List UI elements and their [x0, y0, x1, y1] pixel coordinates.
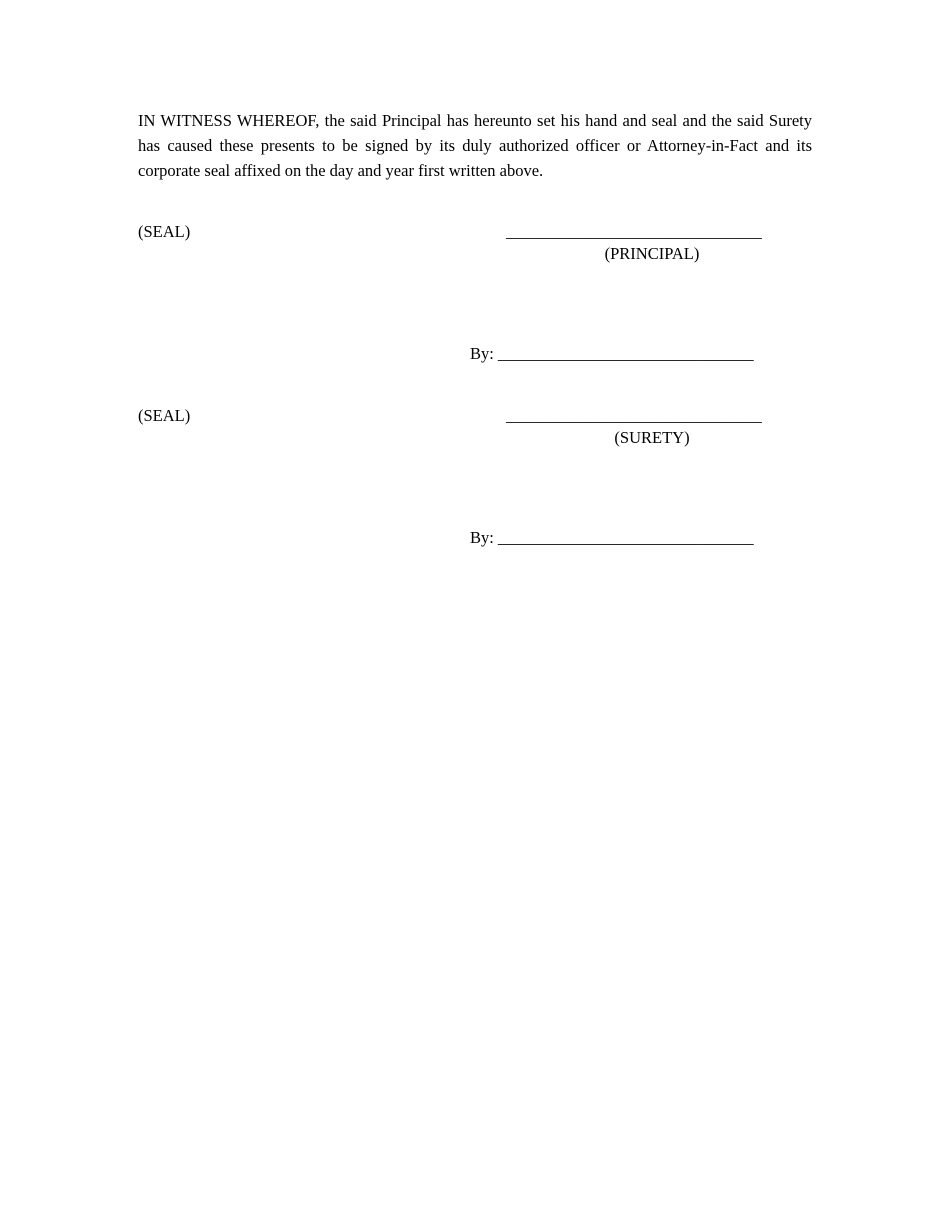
principal-caption: (PRINCIPAL)	[604, 244, 700, 263]
principal-signature-block	[138, 221, 812, 295]
surety-by-block	[138, 527, 812, 553]
principal-seal-label: (SEAL)	[138, 222, 191, 241]
surety-by-rule[interactable]: _______________________________	[497, 528, 754, 547]
surety-seal-label: (SEAL)	[138, 406, 191, 425]
principal-signature-area	[506, 221, 812, 265]
principal-by-line	[470, 343, 812, 365]
document-content	[138, 108, 812, 553]
principal-by-rule[interactable]: _______________________________	[497, 344, 754, 363]
witness-whereof-paragraph: IN WITNESS WHEREOF, the said Principal has hereunto set his hand and seal and the said Surety has caused these presents to be signed by its duly authorized officer or Attorney-in-Fact and its corporate seal affixed on the day and year first written above.	[138, 111, 812, 180]
surety-caption: (SURETY)	[614, 428, 690, 447]
surety-signature-block	[138, 405, 812, 479]
surety-by-label: By:	[470, 528, 494, 547]
principal-by-block	[138, 343, 812, 369]
principal-signature-rule[interactable]: _______________________________	[506, 222, 762, 241]
surety-signature-area	[506, 405, 812, 449]
principal-by-label: By:	[470, 344, 494, 363]
surety-signature-rule[interactable]: _______________________________	[506, 406, 762, 425]
surety-by-line	[470, 527, 812, 549]
